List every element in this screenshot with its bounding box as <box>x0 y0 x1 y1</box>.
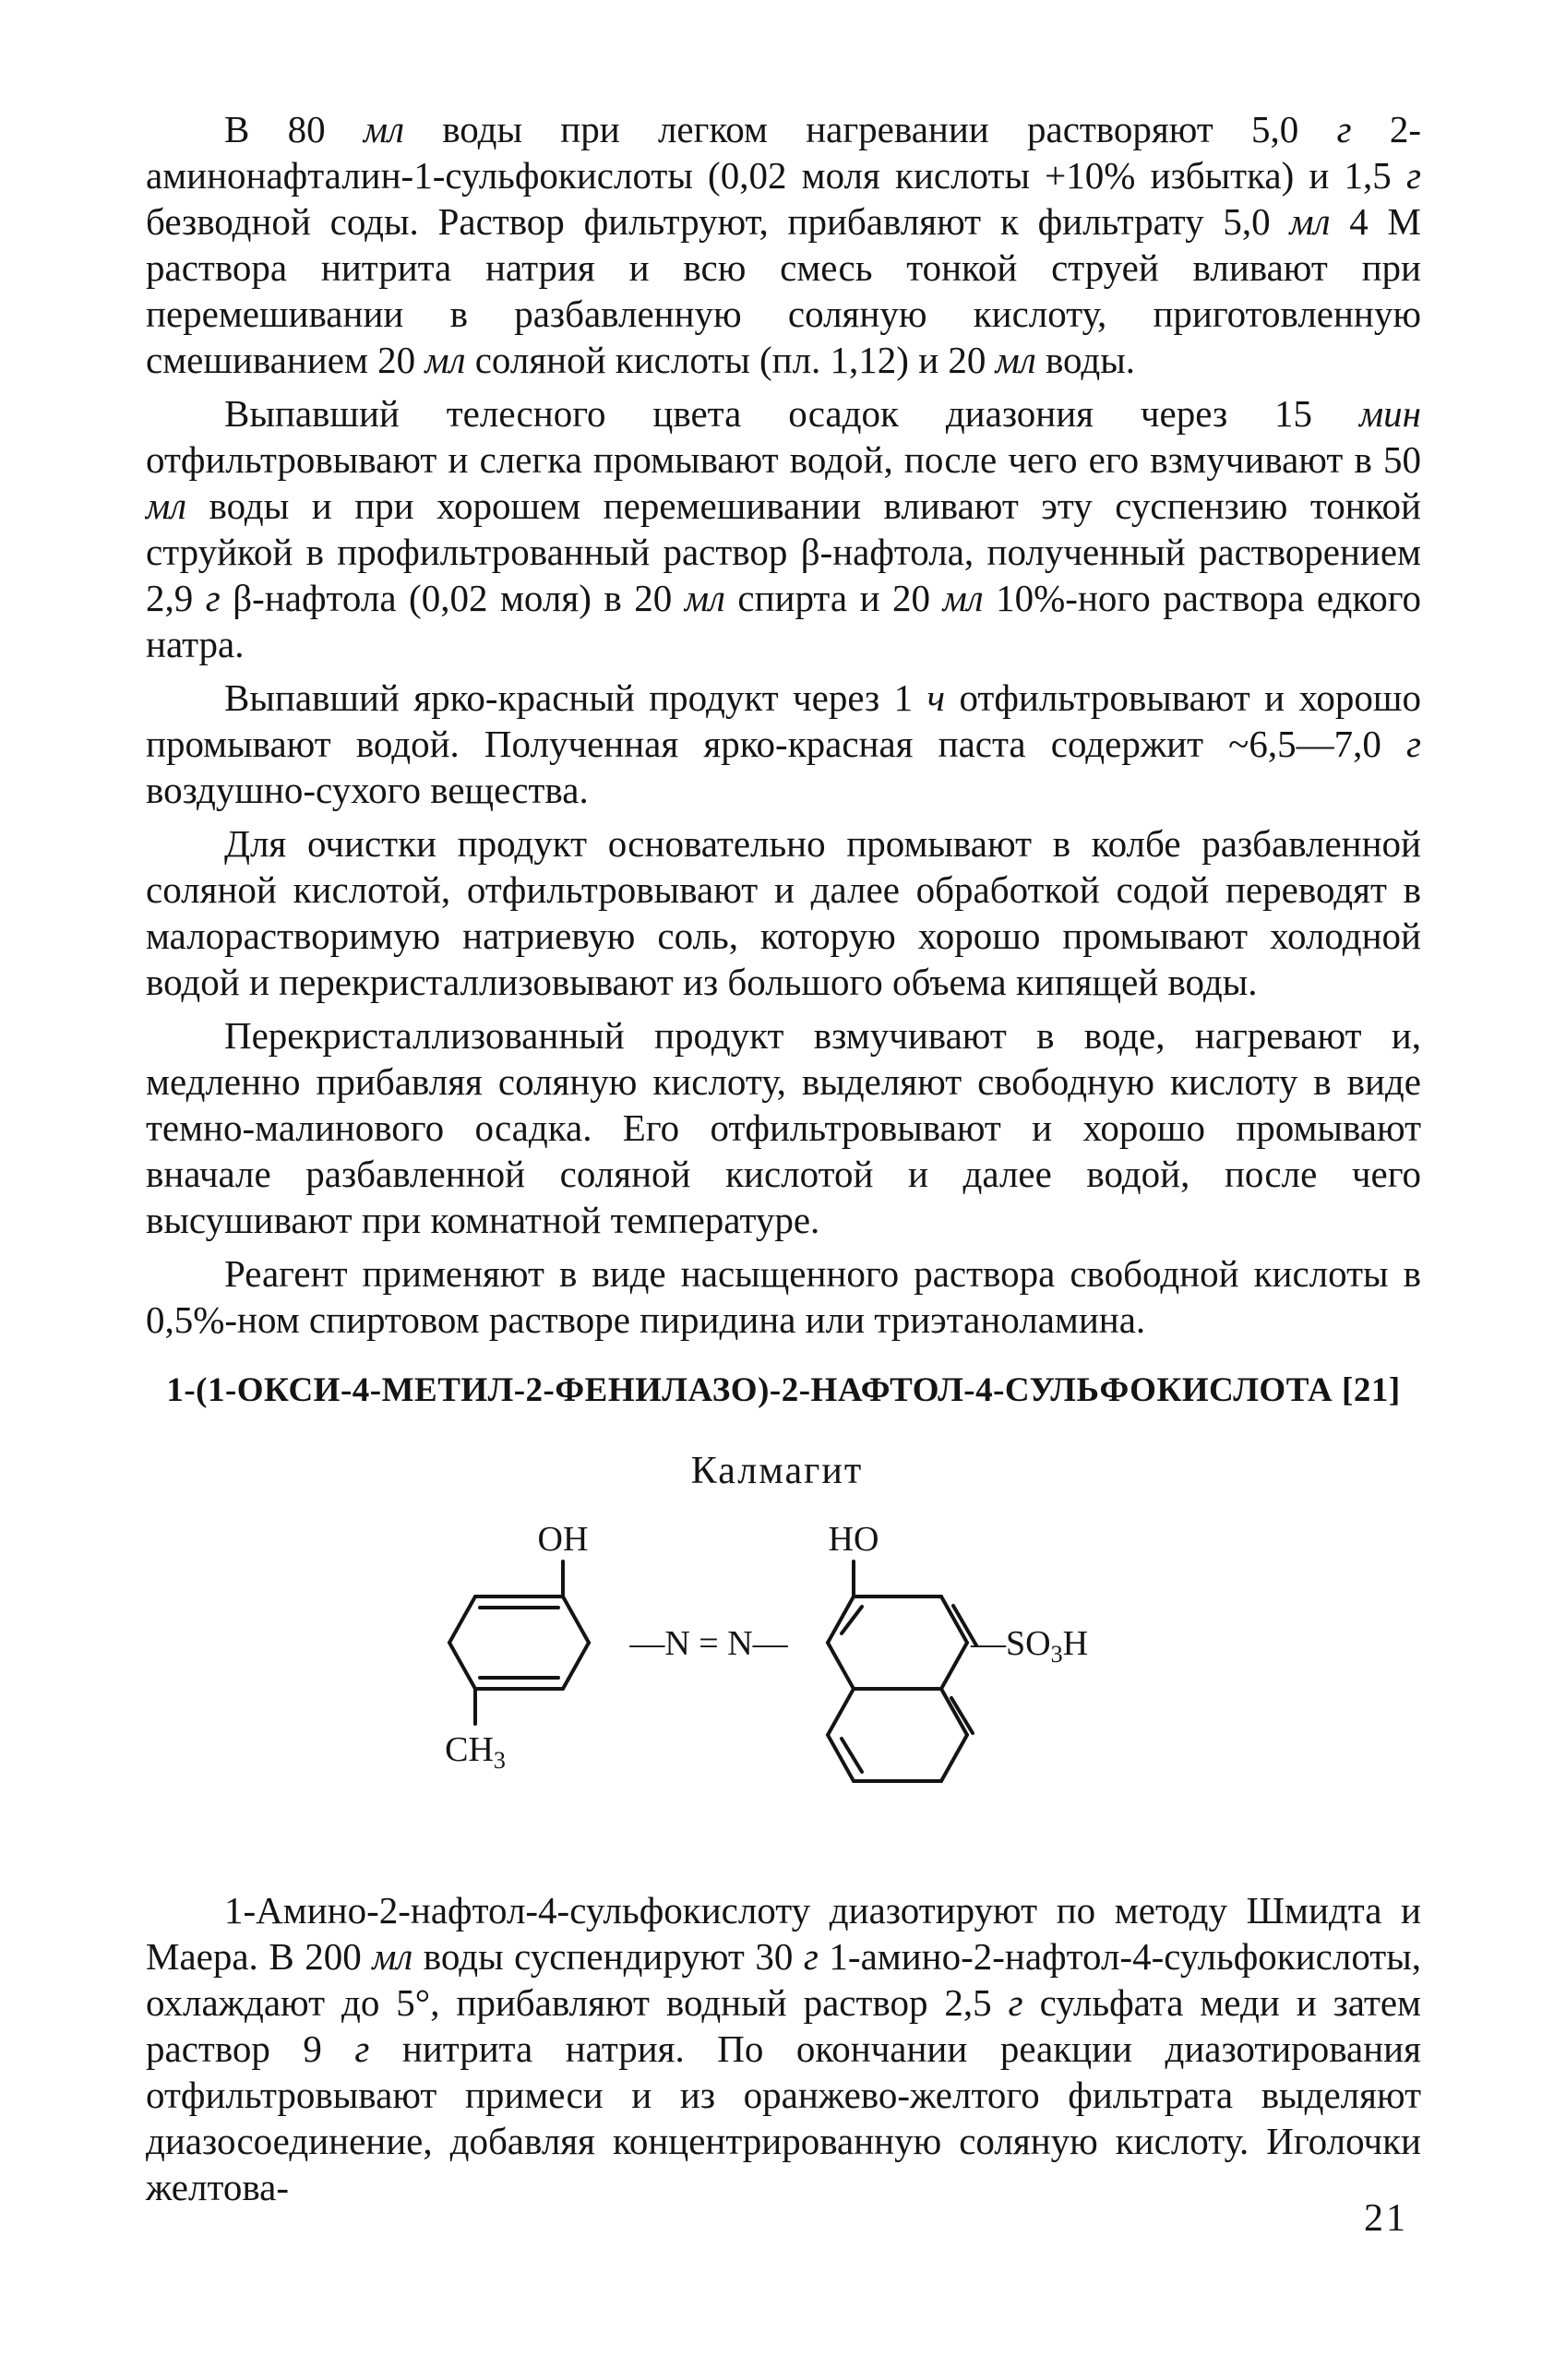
paragraph-2: Выпавший телесного цвета осадок диазония через 15 мин отфильтровывают и слегка промывают водой, после чего его взмучивают в 50 мл воды и при хорошем перемешивании вливают эту суспензию тонкой струйкой в профильтрованный раствор β-нафтола, полученный растворением 2,9 г β-нафтола (0,02 моля) в 20 мл спирта и 20 мл 10%-ного раствора едкого натра. <box>146 392 1421 665</box>
page-number: 21 <box>1364 2197 1408 2240</box>
ho-label: HO <box>828 1520 879 1559</box>
benzene-ring <box>449 1561 589 1724</box>
paragraph-7: 1-Амино-2-нафтол-4-сульфокислоту диазотируют по методу Шмидта и Маера. В 200 мл воды суспендируют 30 г 1-амино-2-нафтол-4-сульфокислоты, охлаждают до 5°, прибавляют водный раствор 2,5 г сульфата меди и затем раствор 9 г нитрита натрия. По окончании реакции диазотирования отфильтровывают примеси и из оранжево-желтого фильтрата выделяют диазосоединение, добавляя концентрированную соляную кислоту. Иголочки желтова- <box>146 1889 1422 2208</box>
methyl-group: $CH_3$ <box>445 1730 506 1774</box>
compound-name: Калмагит <box>690 1450 864 1492</box>
paragraph-4: Для очистки продукт основательно промывают в колбе разбавленной соляной кислотой, отфильтровывают и далее обработкой содой переводят в малорастворимую натриевую соль, которую хорошо промывают холодной водой и перекристаллизовывают из большого объема кипящей воды. <box>146 822 1421 1003</box>
paragraph-3: Выпавший ярко-красный продукт через 1 ч отфильтровывают и хорошо промывают водой. Полученная ярко-красная паста содержит ~6,5—7,0 г воздушно-сухого вещества. <box>146 676 1421 811</box>
calmagite-structural-formula <box>424 1513 1181 1818</box>
naphthalene-rings <box>828 1561 976 1781</box>
azo-bridge: —N = N— <box>629 1624 788 1663</box>
section-heading: 1-(1-ОКСИ-4-МЕТИЛ-2-ФЕНИЛАЗО)-2-НАФТОЛ-4-СУЛЬФОКИСЛОТА [21] <box>166 1371 1401 1409</box>
paragraph-6: Реагент применяют в виде насыщенного раствора свободной кислоты в 0,5%-ном спиртовом растворе пиридина или триэтаноламина. <box>146 1252 1421 1341</box>
oh-label: OH <box>537 1520 589 1559</box>
body-text <box>146 1887 1421 2210</box>
paragraph-5: Перекристаллизованный продукт взмучивают в воде, нагревают и, медленно прибавляя соляную кислоту, выделяют свободную кислоту в виде темно-малинового осадка. Его отфильтровывают и хорошо промывают вначале разбавленной соляной кислотой и далее водой, после чего высушивают при комнатной температуре. <box>146 1014 1421 1241</box>
sulfo-group: $—SO_3H$ <box>971 1624 1089 1668</box>
intro-text <box>146 106 1421 1343</box>
paragraph-1: В 80 мл воды при легком нагревании растворяют 5,0 г 2-аминонафталин-1-сульфокислоты (0,02 моля кислоты +10% избытка) и 1,5 г безводной соды. Раствор фильтруют, прибавляют к фильтрату 5,0 мл 4 М раствора нитрита натрия и всю смесь тонкой струей вливают при перемешивании в разбавленную соляную кислоту, приготовленную смешиванием 20 мл соляной кислоты (пл. 1,12) и 20 мл воды. <box>146 108 1421 381</box>
